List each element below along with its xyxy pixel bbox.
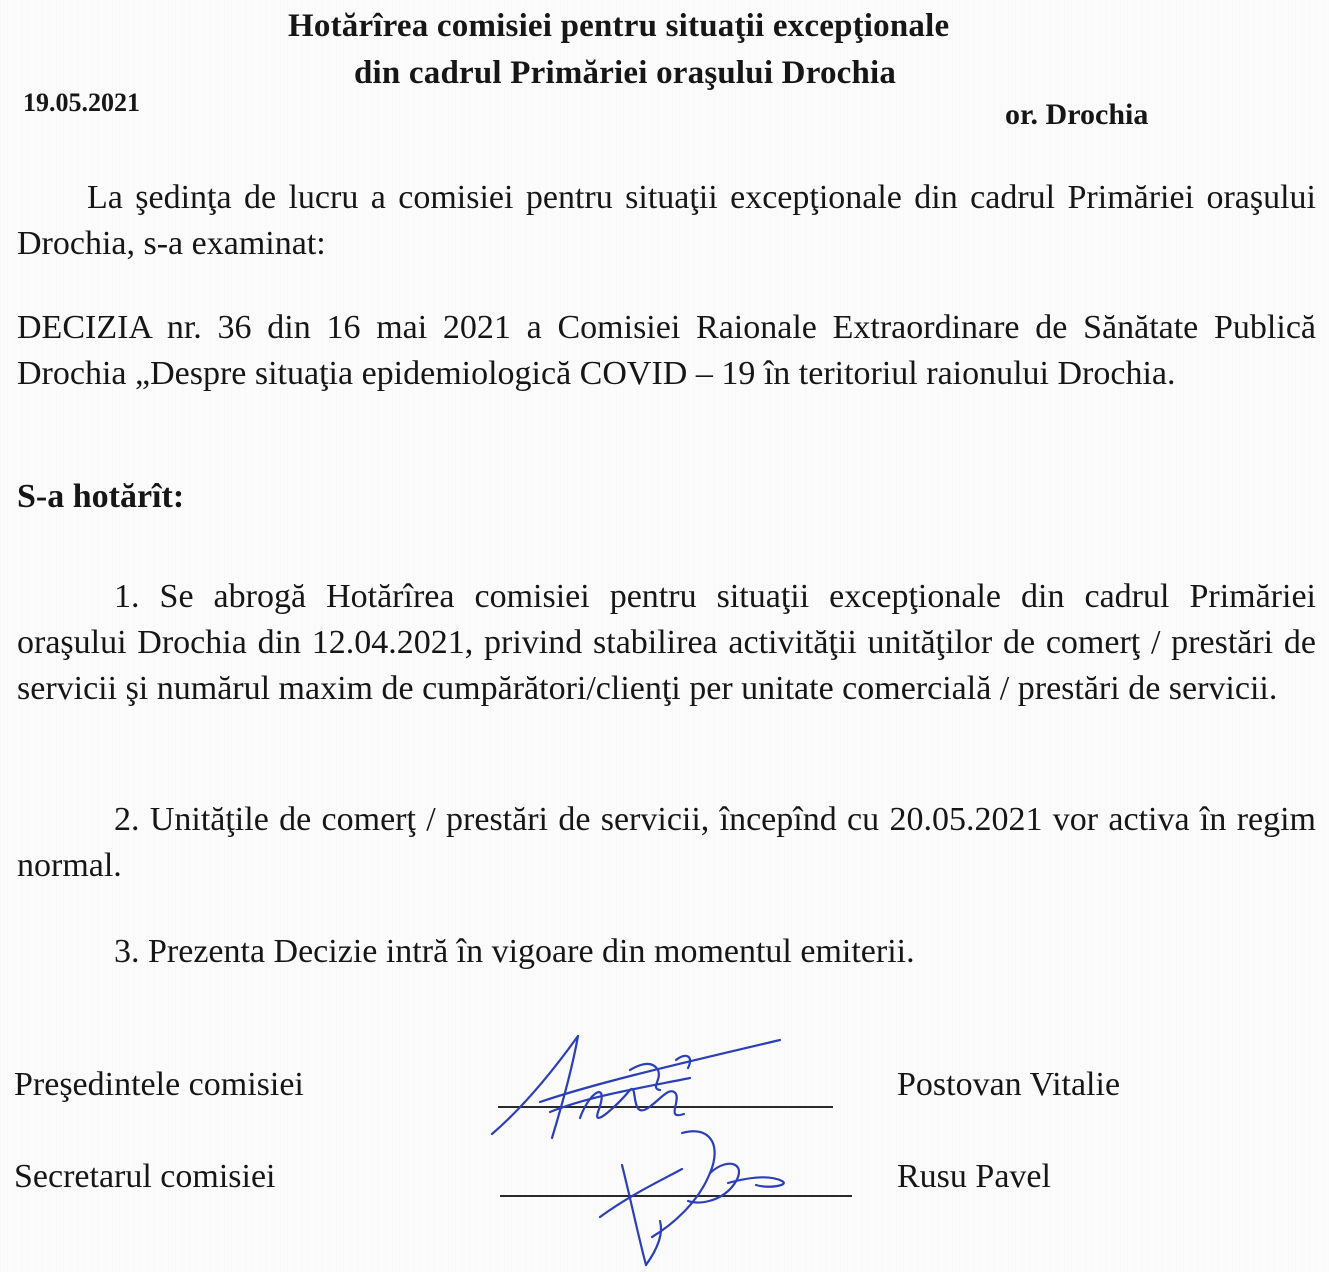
decided-heading: S-a hotărît: [17, 478, 185, 515]
handwritten-signature-secretary [560, 1125, 820, 1272]
decision-item-2: 2. Unităţile de comerţ / prestări de servicii, începînd cu 20.05.2021 vor activa în regim normal. [17, 801, 1316, 884]
decision-item-3: 3. Prezenta Decizie intră în vigoare din momentul emiterii. [114, 933, 915, 970]
signatory-name: Rusu Pavel [897, 1158, 1051, 1195]
document-place: or. Drochia [1005, 98, 1149, 131]
document-title-line-1: Hotărîrea comisiei pentru situaţii excepţionale [288, 8, 950, 44]
signatory-role: Preşedintele comisiei [14, 1066, 304, 1103]
decision-item-1: 1. Se abrogă Hotărîrea comisiei pentru situaţii excepţionale din cadrul Primăriei oraşului Drochia din 12.04.2021, privind stabilirea activităţii unităţilor de comerţ / prestări de servicii şi numărul maxim de cumpărători/clienţi per unitate comercială / prestări de servicii. [17, 578, 1316, 707]
intro-paragraph: La şedinţa de lucru a comisiei pentru situaţii excepţionale din cadrul Primăriei oraşului Drochia, s-a examinat: [17, 179, 1316, 262]
signatory-name: Postovan Vitalie [897, 1066, 1121, 1103]
decizia-paragraph: DECIZIA nr. 36 din 16 mai 2021 a Comisiei Raionale Extraordinare de Sănătate Publică Drochia „Despre situaţia epidemiologică COVID – 19 în teritoriul raionului Drochia. [17, 309, 1316, 392]
document-date: 19.05.2021 [23, 88, 140, 117]
document-title-line-2: din cadrul Primăriei oraşului Drochia [354, 55, 897, 91]
signatory-role: Secretarul comisiei [14, 1158, 276, 1195]
